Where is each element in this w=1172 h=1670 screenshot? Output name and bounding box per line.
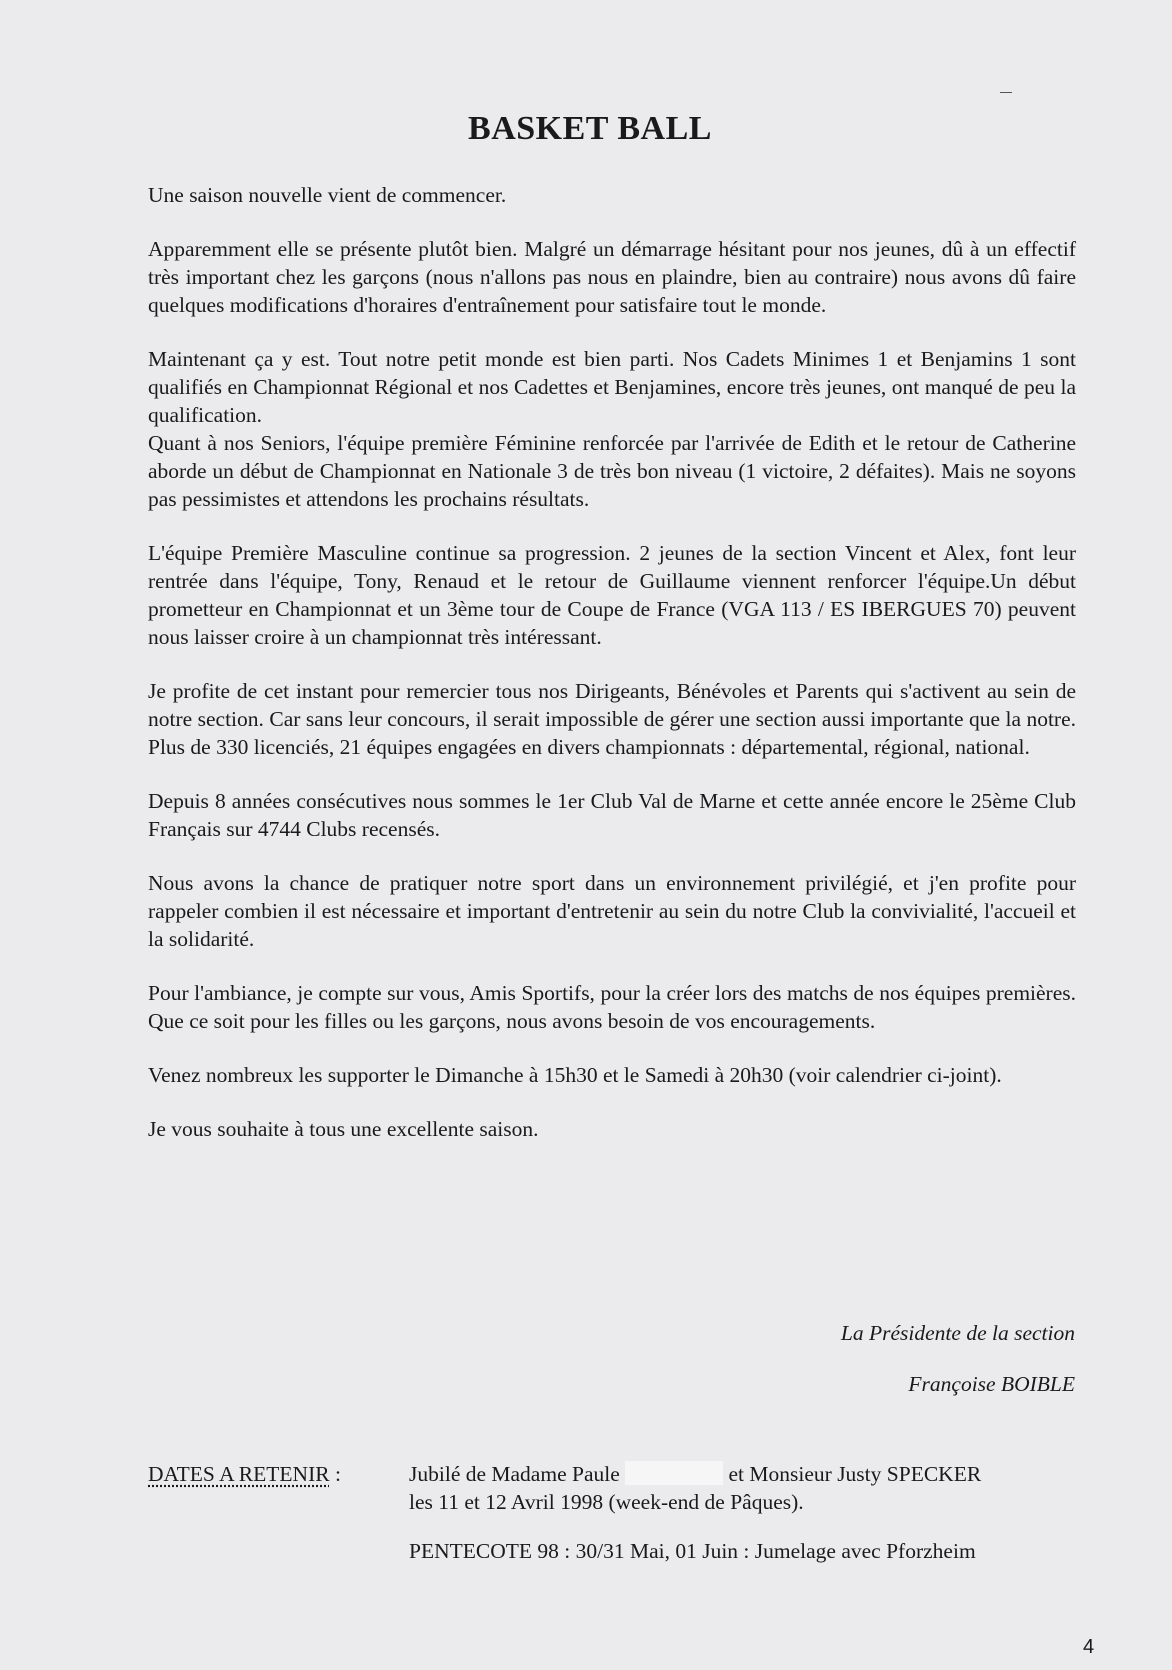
document-title: BASKET BALL <box>468 110 712 147</box>
signature-block <box>841 1319 1075 1398</box>
paragraph-season-start: Apparemment elle se présente plutôt bien. Malgré un démarrage hésitant pour nos jeunes, dû à un effectif très important chez les garçons (nous n'allons pas nous en plaindre, bien au contraire) nous avons dû faire quelques modifications d'horaires d'entraînement pour satisfaire tout le monde. <box>148 237 1076 317</box>
redacted-surname <box>625 1461 723 1485</box>
paragraph-thanks: Je profite de cet instant pour remercier tous nos Dirigeants, Bénévoles et Parents qui s'activent au sein de notre section. Car sans leur concours, il serait impossible de gérer une section aussi importante que la notre. Plus de 330 licenciés, 21 équipes engagées en divers championnats : départemental, régional, national. <box>148 679 1076 759</box>
dates-label-suffix: : <box>329 1462 341 1486</box>
article-body <box>148 181 1076 1169</box>
signature-name: Françoise BOIBLE <box>908 1372 1075 1396</box>
paragraph-seniors-women: Quant à nos Seniors, l'équipe première Féminine renforcée par l'arrivée de Edith et le retour de Catherine aborde un début de Championnat en Nationale 3 de très bon niveau (1 victoire, 2 défaites). Mais ne soyons pas pessimistes et attendons les prochains résultats. <box>148 431 1076 511</box>
dates-pentecote: PENTECOTE 98 : 30/31 Mai, 01 Juin : Jumelage avec Pforzheim <box>409 1539 976 1563</box>
paragraph-seniors-men: L'équipe Première Masculine continue sa progression. 2 jeunes de la section Vincent et Alex, font leur rentrée dans l'équipe, Tony, Renaud et le retour de Guillaume viennent renforcer l'équipe.Un début prometteur en Championnat et un 3ème tour de Coupe de France (VGA 113 / ES IBERGUES 70) peuvent nous laisser croire à un championnat très intéressant. <box>148 541 1076 649</box>
jubilee-text-start: Jubilé de Madame Paule <box>409 1462 626 1486</box>
margin-mark <box>1000 92 1012 93</box>
dates-label: DATES A RETENIR <box>148 1462 330 1486</box>
paragraph-schedule: Venez nombreux les supporter le Dimanche à 15h30 et le Samedi à 20h30 (voir calendrier ci-joint). <box>148 1063 1002 1087</box>
dates-heading <box>148 1460 341 1488</box>
dates-list <box>409 1460 1089 1565</box>
dates-jubilee-line <box>409 1460 1089 1488</box>
signature-role: La Présidente de la section <box>840 1321 1075 1345</box>
jubilee-text-end: et Monsieur Justy SPECKER <box>723 1462 982 1486</box>
dates-jubilee-when: les 11 et 12 Avril 1998 (week-end de Pâques). <box>409 1490 804 1514</box>
paragraph-intro: Une saison nouvelle vient de commencer. <box>148 183 507 207</box>
page-number: 4 <box>1083 1636 1095 1658</box>
paragraph-wishes: Je vous souhaite à tous une excellente saison. <box>148 1117 539 1141</box>
paragraph-club-ranking: Depuis 8 années consécutives nous sommes le 1er Club Val de Marne et cette année encore le 25ème Club Français sur 4744 Clubs recensés. <box>148 789 1076 841</box>
paragraph-ambiance: Pour l'ambiance, je compte sur vous, Amis Sportifs, pour la créer lors des matchs de nos équipes premières. Que ce soit pour les filles ou les garçons, nous avons besoin de vos encouragements. <box>148 981 1076 1033</box>
paragraph-environment: Nous avons la chance de pratiquer notre sport dans un environnement privilégié, et j'en profite pour rappeler combien il est nécessaire et important d'entretenir au sein du notre Club la convivialité, l'accueil et la solidarité. <box>148 871 1076 951</box>
paragraph-youth-teams: Maintenant ça y est. Tout notre petit monde est bien parti. Nos Cadets Minimes 1 et Benjamins 1 sont qualifiés en Championnat Régional et nos Cadettes et Benjamines, encore très jeunes, ont manqué de peu la qualification. <box>148 347 1076 427</box>
